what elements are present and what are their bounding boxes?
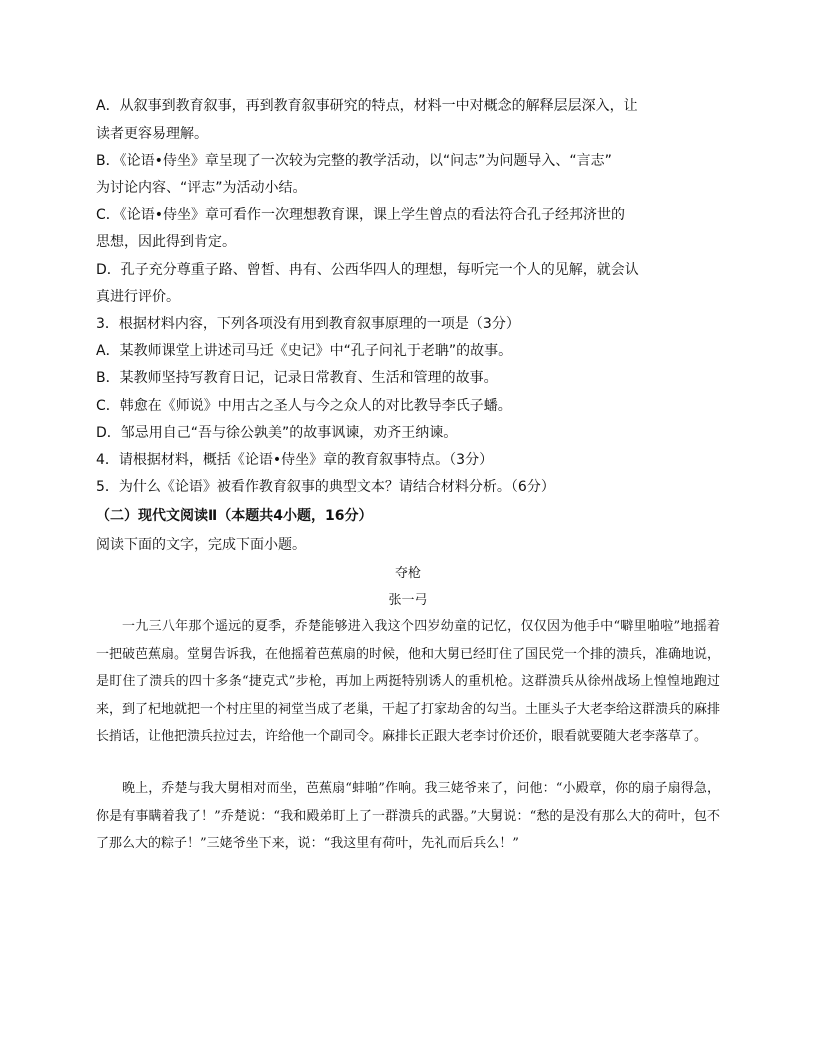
option-c-line-1: C．《论语•侍坐》章可看作一次理想教育课，课上学生曾点的看法符合孔子经邦济世的 xyxy=(96,207,626,223)
option-a-line-1: A．从叙事到教育叙事，再到教育叙事研究的特点，材料一中对概念的解释层层深入，让 xyxy=(96,98,638,114)
question-3-stem: 3．根据材料内容，下列各项没有用到教育叙事原理的一项是（3分） xyxy=(96,316,520,332)
option-b-line-2: 为讨论内容、“评志”为活动小结。 xyxy=(96,180,307,196)
option-d-line-1: D．孔子充分尊重子路、曾皙、冉有、公西华四人的理想，每听完一个人的见解，就会认 xyxy=(96,262,639,278)
story-paragraph-1: 一九三八年那个遥远的夏季，乔楚能够进入我这个四岁幼童的记忆，仅仅因为他手中“噼里啪啦”地摇着一把破芭蕉扇。堂舅告诉我，在他摇着芭蕉扇的时候，他和大舅已经盯住了国民党一个排的溃兵，准确地说，是盯住了溃兵的四十多条“捷克式”步枪，再加上两挺特别诱人的重机枪。这群溃兵从徐州战场上惶惶地跑过来，到了杞地就把一个村庄里的祠堂当成了老巢，干起了打家劫舍的勾当。土匪头子大老李给这群溃兵的麻排长捎话，让他把溃兵拉过去，许给他一个副司令。麻排长正跟大老李讨价还价，眼看就要随大老李落草了。 xyxy=(96,619,721,744)
story-paragraph-2: 晚上，乔楚与我大舅相对而坐，芭蕉扇“蚌啪”作响。我三姥爷来了，问他：“小殿章，你的扇子扇得急，你是有事瞒着我了！”乔楚说：“我和殿弟盯上了一群溃兵的武器。”大舅说：“愁的是没有那么大的荷叶，包不了那么大的粽子！”三姥爷坐下来，说：“我这里有荷叶，先礼而后兵么！” xyxy=(96,781,720,851)
question-3-option-a: A．某教师课堂上讲述司马迁《史记》中“孔子问礼于老聃”的故事。 xyxy=(96,343,513,359)
option-c-line-2: 思想，因此得到肯定。 xyxy=(96,234,236,250)
section-instruction: 阅读下面的文字，完成下面小题。 xyxy=(96,537,306,553)
question-3-option-b: B．某教师坚持写教育日记，记录日常教育、生活和管理的故事。 xyxy=(96,370,498,386)
section-heading: （二）现代文阅读Ⅱ（本题共4小题，16分） xyxy=(96,508,373,524)
story-title: 夺枪 xyxy=(394,566,421,581)
option-b-line-1: B．《论语•侍坐》章呈现了一次较为完整的教学活动，以“问志”为问题导入、“言志” xyxy=(96,153,612,169)
question-3-option-c: C．韩愈在《师说》中用古之圣人与今之众人的对比教导李氏子蟠。 xyxy=(96,398,512,414)
question-4: 4．请根据材料，概括《论语•侍坐》章的教育叙事特点。（3分） xyxy=(96,452,494,468)
question-3-option-d: D．邹忌用自己“吾与徐公孰美”的故事讽谏，劝齐王纳谏。 xyxy=(96,425,458,441)
option-a-line-2: 读者更容易理解。 xyxy=(96,126,208,142)
story-author: 张一弓 xyxy=(388,593,428,608)
option-d-line-2: 真进行评价。 xyxy=(96,289,180,305)
question-5: 5．为什么《论语》被看作教育叙事的典型文本？请结合材料分析。（6分） xyxy=(96,479,555,495)
